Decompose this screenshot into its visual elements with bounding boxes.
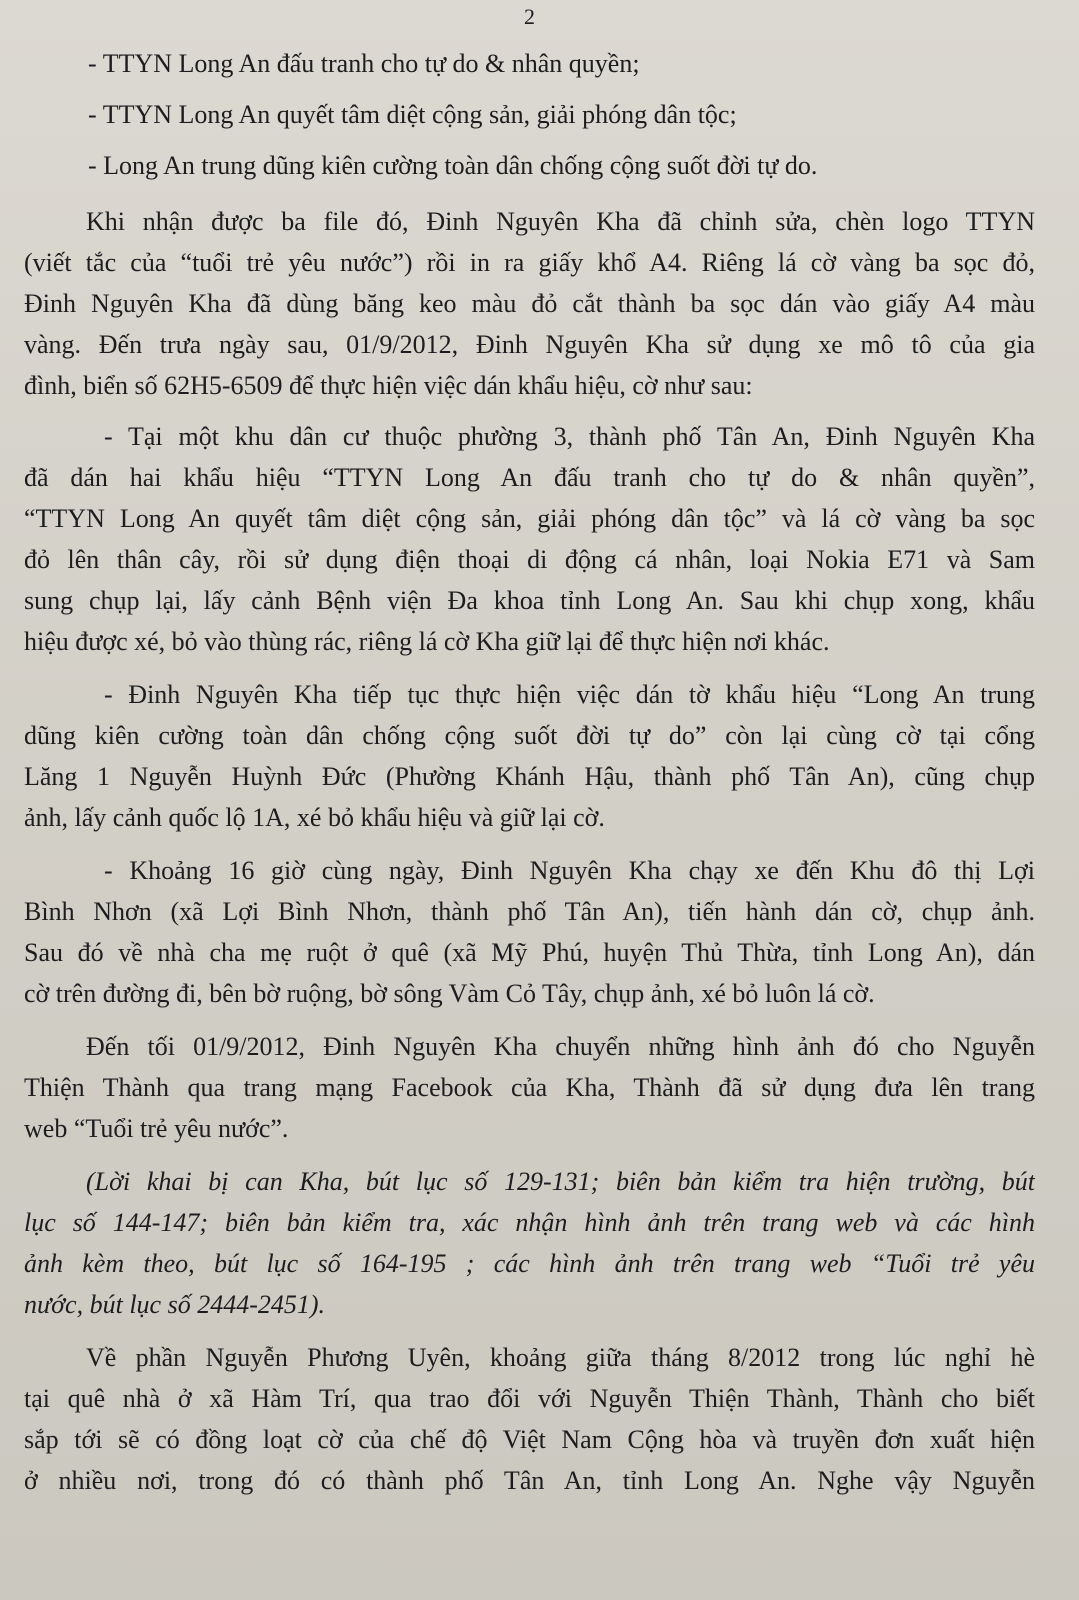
- text-line: Đến tối 01/9/2012, Đinh Nguyên Kha chuyển những hình ảnh đó cho Nguyễn: [86, 1032, 1035, 1061]
- paragraph-16h: [24, 850, 1035, 1014]
- text-line: Đinh Nguyên Kha đã dùng băng keo màu đỏ cắt thành ba sọc dán vào giấy A4 màu: [24, 289, 1035, 318]
- text-line: “TTYN Long An quyết tâm diệt cộng sản, giải phóng dân tộc” và lá cờ vàng ba sọc: [24, 504, 1035, 533]
- text-line: - Đinh Nguyên Kha tiếp tục thực hiện việc dán tờ khẩu hiệu “Long An trung: [104, 680, 1035, 709]
- text-line: tại quê nhà ở xã Hàm Trí, qua trao đổi với Nguyễn Thiện Thành, Thành cho biết: [24, 1384, 1035, 1413]
- text-line: lục số 144-147; biên bản kiểm tra, xác nhận hình ảnh trên trang web và các hình: [24, 1208, 1035, 1237]
- text-line: ở nhiều nơi, trong đó có thành phố Tân An, tỉnh Long An. Nghe vậy Nguyễn: [24, 1466, 1035, 1495]
- text-line: sắp tới sẽ có đồng loạt cờ của chế độ Việt Nam Cộng hòa và truyền đơn xuất hiện: [24, 1425, 1035, 1454]
- text-line: nước, bút lục số 2444-2451).: [24, 1290, 326, 1319]
- page-number: 2: [524, 4, 535, 29]
- paragraph-nguyen-phuong-uyen: [24, 1337, 1035, 1501]
- text-line: hiệu được xé, bỏ vào thùng rác, riêng lá cờ Kha giữ lại để thực hiện nơi khác.: [24, 627, 830, 656]
- text-line: Bình Nhơn (xã Lợi Bình Nhơn, thành phố Tân An), tiến hành dán cờ, chụp ảnh.: [24, 897, 1035, 926]
- text-line: sung chụp lại, lấy cảnh Bệnh viện Đa khoa tỉnh Long An. Sau khi chụp xong, khẩu: [24, 586, 1035, 615]
- text-line: Lăng 1 Nguyễn Huỳnh Đức (Phường Khánh Hậu, thành phố Tân An), cũng chụp: [24, 762, 1035, 791]
- text-line: đình, biển số 62H5-6509 để thực hiện việc dán khẩu hiệu, cờ như sau:: [24, 371, 753, 400]
- text-line: ảnh, lấy cảnh quốc lộ 1A, xé bỏ khẩu hiệu và giữ lại cờ.: [24, 803, 605, 832]
- text-line: đỏ lên thân cây, rồi sử dụng điện thoại di động cá nhân, loại Nokia E71 và Sam: [24, 545, 1035, 574]
- text-line: - Tại một khu dân cư thuộc phường 3, thành phố Tân An, Đinh Nguyên Kha: [104, 422, 1035, 451]
- text-line: Sau đó về nhà cha mẹ ruột ở quê (xã Mỹ Phú, huyện Thủ Thừa, tỉnh Long An), dán: [24, 938, 1035, 967]
- document-body: [24, 38, 1035, 1501]
- text-line: cờ trên đường đi, bên bờ ruộng, bờ sông Vàm Cỏ Tây, chụp ảnh, xé bỏ luôn lá cờ.: [24, 979, 875, 1008]
- slogan-line: - TTYN Long An đấu tranh cho tự do & nhân quyền;: [88, 49, 640, 78]
- text-line: (viết tắc của “tuổi trẻ yêu nước”) rồi in ra giấy khổ A4. Riêng lá cờ vàng ba sọc đỏ,: [24, 248, 1035, 277]
- paragraph-files-editing: [24, 201, 1035, 406]
- slogan-line: - Long An trung dũng kiên cường toàn dân chống cộng suốt đời tự do.: [88, 151, 818, 180]
- text-line: web “Tuổi trẻ yêu nước”.: [24, 1114, 289, 1143]
- text-line: dũng kiên cường toàn dân chống cộng suốt đời tự do” còn lại cùng cờ tại cổng: [24, 721, 1035, 750]
- text-line: vàng. Đến trưa ngày sau, 01/9/2012, Đinh Nguyên Kha sử dụng xe mô tô của gia: [24, 330, 1035, 359]
- slogan-line: - TTYN Long An quyết tâm diệt cộng sản, giải phóng dân tộc;: [88, 100, 737, 129]
- paragraph-lang-1: [24, 674, 1035, 838]
- paragraph-ward-3: [24, 416, 1035, 662]
- paragraph-facebook: [24, 1026, 1035, 1149]
- text-line: (Lời khai bị can Kha, bút lục số 129-131; biên bản kiểm tra hiện trường, bút: [86, 1167, 1035, 1196]
- text-line: Về phần Nguyễn Phương Uyên, khoảng giữa tháng 8/2012 trong lúc nghỉ hè: [86, 1343, 1035, 1372]
- text-line: Khi nhận được ba file đó, Đinh Nguyên Kha đã chỉnh sửa, chèn logo TTYN: [86, 207, 1035, 236]
- text-line: ảnh kèm theo, bút lục số 164-195 ; các hình ảnh trên trang web “Tuổi trẻ yêu: [24, 1249, 1035, 1278]
- text-line: - Khoảng 16 giờ cùng ngày, Đinh Nguyên Kha chạy xe đến Khu đô thị Lợi: [104, 856, 1035, 885]
- paragraph-evidence-citation: [24, 1161, 1035, 1325]
- text-line: Thiện Thành qua trang mạng Facebook của Kha, Thành đã sử dụng đưa lên trang: [24, 1073, 1035, 1102]
- text-line: đã dán hai khẩu hiệu “TTYN Long An đấu tranh cho tự do & nhân quyền”,: [24, 463, 1035, 492]
